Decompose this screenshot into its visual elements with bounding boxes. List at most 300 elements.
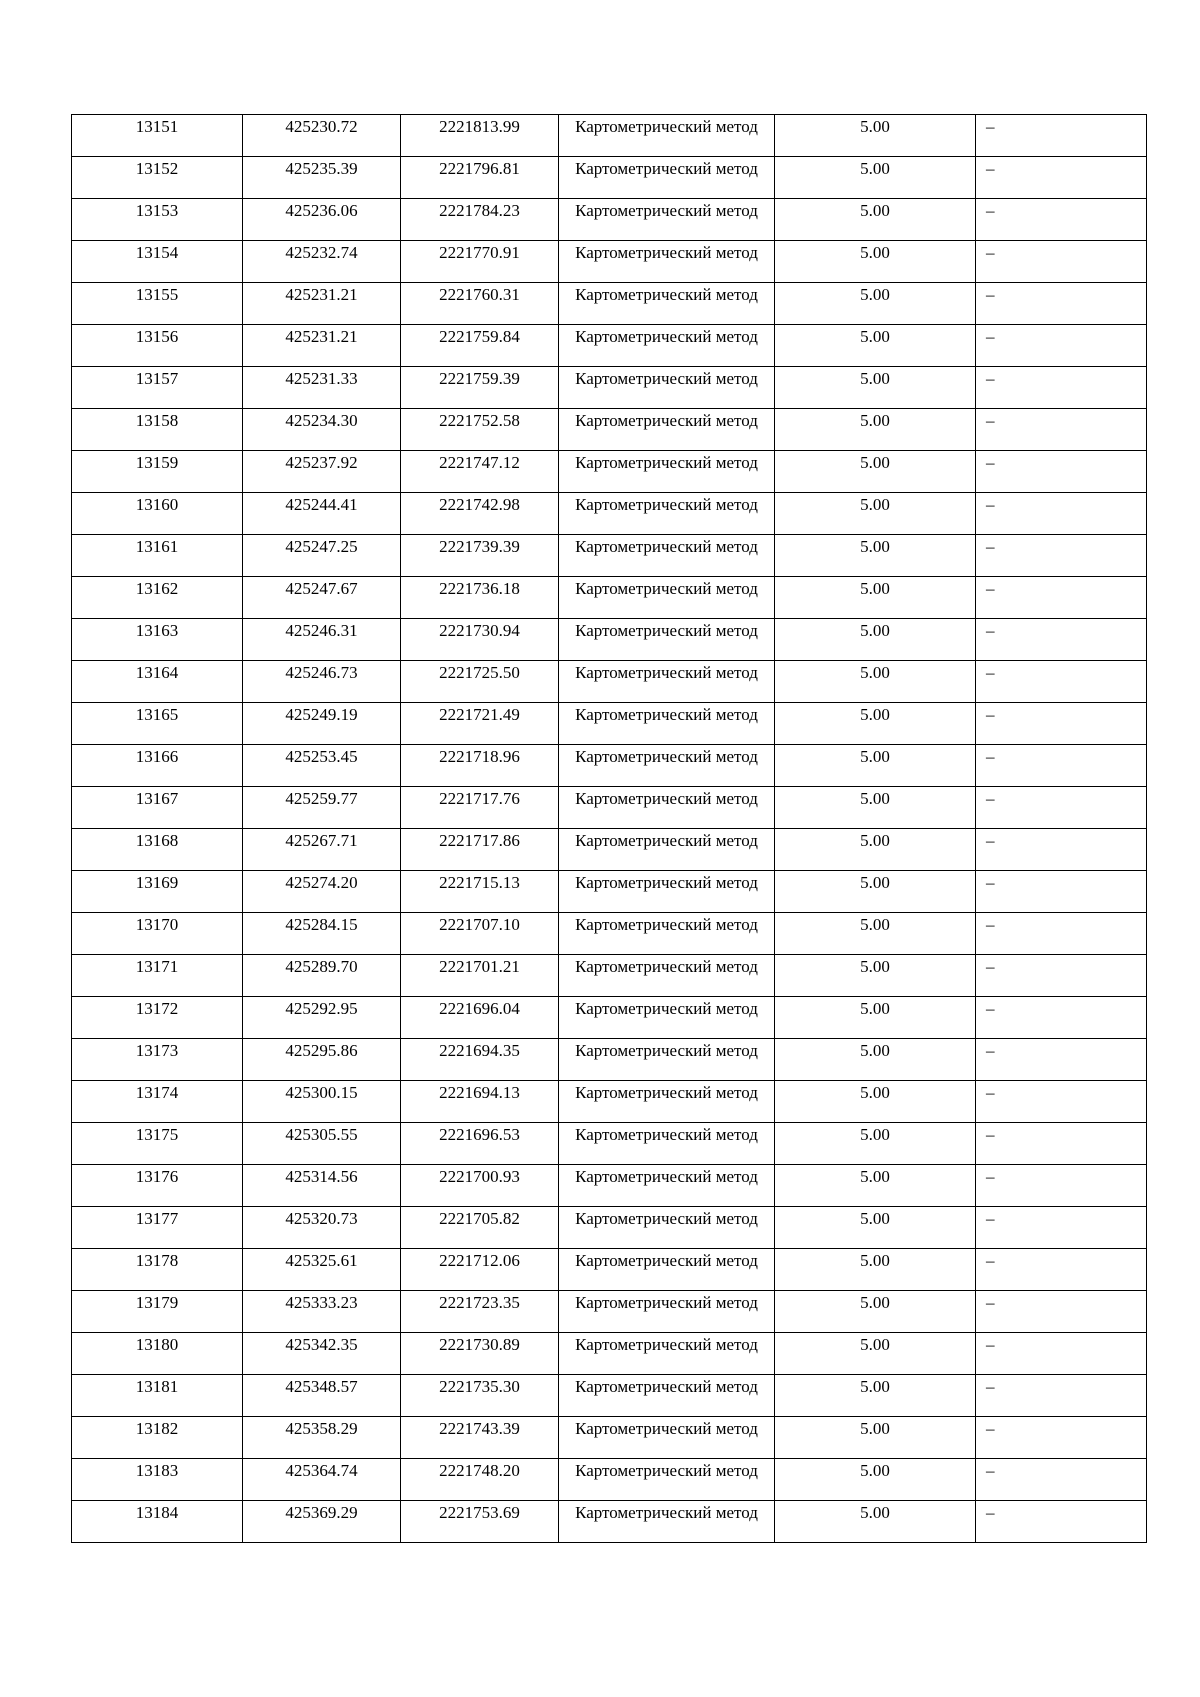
method-cell [559,619,775,661]
x-coordinate: 425231.21 [285,327,358,346]
x-coordinate-cell [243,1333,401,1375]
note-cell [976,241,1147,283]
point-number-cell [72,703,243,745]
method-cell [559,1375,775,1417]
accuracy: 5.00 [860,201,890,220]
y-coordinate-cell [401,1417,559,1459]
method: Картометрический метод [575,201,758,220]
method: Картометрический метод [575,1209,758,1228]
note: – [986,747,995,766]
point-number-cell [72,787,243,829]
note: – [986,1377,995,1396]
table-row [72,955,1147,997]
point-number: 13169 [135,873,179,892]
x-coordinate: 425325.61 [285,1251,358,1270]
point-number-cell [72,409,243,451]
note-cell [976,409,1147,451]
x-coordinate-cell [243,577,401,619]
y-coordinate-cell [401,157,559,199]
note: – [986,369,995,388]
point-number: 13152 [135,159,179,178]
note: – [986,1335,995,1354]
y-coordinate: 2221735.30 [439,1377,520,1396]
x-coordinate-cell [243,493,401,535]
note-cell [976,1375,1147,1417]
method: Картометрический метод [575,1335,758,1354]
note-cell [976,325,1147,367]
method: Картометрический метод [575,1167,758,1186]
y-coordinate: 2221736.18 [439,579,520,598]
x-coordinate: 425249.19 [285,705,358,724]
note-cell [976,745,1147,787]
accuracy-cell [775,1249,976,1291]
method-cell [559,1081,775,1123]
accuracy-cell [775,493,976,535]
accuracy-cell [775,367,976,409]
accuracy: 5.00 [860,999,890,1018]
x-coordinate-cell [243,787,401,829]
table-row [72,241,1147,283]
point-number-cell [72,1123,243,1165]
accuracy: 5.00 [860,1167,890,1186]
point-number-cell [72,997,243,1039]
table-row [72,1081,1147,1123]
accuracy: 5.00 [860,789,890,808]
method: Картометрический метод [575,1041,758,1060]
x-coordinate-cell [243,661,401,703]
accuracy-cell [775,1375,976,1417]
method-cell [559,787,775,829]
note: – [986,537,995,556]
point-number: 13171 [135,957,179,976]
point-number-cell [72,367,243,409]
y-coordinate-cell [401,493,559,535]
y-coordinate-cell [401,1249,559,1291]
point-number: 13173 [135,1041,179,1060]
note-cell [976,577,1147,619]
y-coordinate: 2221813.99 [439,117,520,136]
y-coordinate-cell [401,1459,559,1501]
point-number-cell [72,535,243,577]
note-cell [976,1459,1147,1501]
point-number: 13159 [135,453,179,472]
x-coordinate-cell [243,451,401,493]
y-coordinate: 2221723.35 [439,1293,520,1312]
point-number: 13180 [135,1335,179,1354]
point-number-cell [72,955,243,997]
y-coordinate: 2221752.58 [439,411,520,430]
method-cell [559,829,775,871]
y-coordinate-cell [401,199,559,241]
accuracy: 5.00 [860,537,890,556]
point-number: 13151 [135,117,179,136]
y-coordinate: 2221717.76 [439,789,520,808]
table-row [72,325,1147,367]
table-row [72,661,1147,703]
point-number-cell [72,325,243,367]
point-number: 13178 [135,1251,179,1270]
point-number-cell [72,115,243,157]
note: – [986,495,995,514]
accuracy: 5.00 [860,453,890,472]
y-coordinate-cell [401,955,559,997]
y-coordinate-cell [401,703,559,745]
table-row [72,1333,1147,1375]
method-cell [559,241,775,283]
accuracy: 5.00 [860,1419,890,1438]
accuracy-cell [775,325,976,367]
method-cell [559,325,775,367]
y-coordinate-cell [401,997,559,1039]
accuracy-cell [775,619,976,661]
point-number: 13183 [135,1461,179,1480]
note-cell [976,787,1147,829]
accuracy: 5.00 [860,495,890,514]
x-coordinate-cell [243,1459,401,1501]
method: Картометрический метод [575,117,758,136]
accuracy-cell [775,1459,976,1501]
x-coordinate: 425247.67 [285,579,358,598]
x-coordinate-cell [243,829,401,871]
table-row [72,535,1147,577]
y-coordinate: 2221696.53 [439,1125,520,1144]
accuracy: 5.00 [860,1251,890,1270]
method: Картометрический метод [575,285,758,304]
method: Картометрический метод [575,411,758,430]
accuracy-cell [775,661,976,703]
x-coordinate: 425295.86 [285,1041,358,1060]
method-cell [559,997,775,1039]
x-coordinate: 425342.35 [285,1335,358,1354]
y-coordinate: 2221718.96 [439,747,520,766]
accuracy: 5.00 [860,327,890,346]
x-coordinate: 425305.55 [285,1125,358,1144]
accuracy: 5.00 [860,159,890,178]
accuracy-cell [775,451,976,493]
accuracy: 5.00 [860,747,890,766]
accuracy-cell [775,787,976,829]
y-coordinate: 2221715.13 [439,873,520,892]
x-coordinate-cell [243,619,401,661]
method-cell [559,409,775,451]
note: – [986,117,995,136]
method-cell [559,871,775,913]
table-row [72,1501,1147,1543]
x-coordinate: 425231.33 [285,369,358,388]
method-cell [559,703,775,745]
accuracy-cell [775,955,976,997]
x-coordinate: 425246.73 [285,663,358,682]
point-number: 13172 [135,999,179,1018]
note: – [986,1083,995,1102]
method: Картометрический метод [575,831,758,850]
method: Картометрический метод [575,705,758,724]
method: Картометрический метод [575,1503,758,1522]
point-number: 13170 [135,915,179,934]
method: Картометрический метод [575,369,758,388]
note-cell [976,115,1147,157]
table-row [72,703,1147,745]
point-number-cell [72,1039,243,1081]
point-number-cell [72,1291,243,1333]
y-coordinate-cell [401,1207,559,1249]
point-number: 13176 [135,1167,179,1186]
y-coordinate-cell [401,283,559,325]
x-coordinate: 425274.20 [285,873,358,892]
point-number: 13164 [135,663,179,682]
point-number-cell [72,283,243,325]
y-coordinate: 2221696.04 [439,999,520,1018]
y-coordinate-cell [401,661,559,703]
method-cell [559,661,775,703]
accuracy-cell [775,913,976,955]
note-cell [976,451,1147,493]
method-cell [559,745,775,787]
x-coordinate-cell [243,955,401,997]
y-coordinate-cell [401,577,559,619]
note: – [986,1209,995,1228]
x-coordinate: 425247.25 [285,537,358,556]
x-coordinate-cell [243,1207,401,1249]
point-number: 13160 [135,495,179,514]
method: Картометрический метод [575,873,758,892]
note-cell [976,1207,1147,1249]
method: Картометрический метод [575,1251,758,1270]
note-cell [976,493,1147,535]
y-coordinate: 2221730.94 [439,621,520,640]
accuracy-cell [775,157,976,199]
point-number: 13161 [135,537,179,556]
method-cell [559,577,775,619]
accuracy: 5.00 [860,1209,890,1228]
accuracy: 5.00 [860,1083,890,1102]
accuracy: 5.00 [860,915,890,934]
x-coordinate: 425348.57 [285,1377,358,1396]
accuracy: 5.00 [860,705,890,724]
note: – [986,873,995,892]
note: – [986,1419,995,1438]
table-row [72,115,1147,157]
y-coordinate-cell [401,1039,559,1081]
point-number-cell [72,871,243,913]
note: – [986,1251,995,1270]
method-cell [559,955,775,997]
x-coordinate: 425364.74 [285,1461,358,1480]
y-coordinate: 2221694.13 [439,1083,520,1102]
note-cell [976,1123,1147,1165]
accuracy: 5.00 [860,117,890,136]
x-coordinate: 425320.73 [285,1209,358,1228]
x-coordinate: 425230.72 [285,117,358,136]
point-number-cell [72,745,243,787]
x-coordinate: 425236.06 [285,201,358,220]
note: – [986,159,995,178]
y-coordinate: 2221700.93 [439,1167,520,1186]
accuracy: 5.00 [860,621,890,640]
note-cell [976,871,1147,913]
point-number: 13166 [135,747,179,766]
point-number: 13158 [135,411,179,430]
point-number-cell [72,1459,243,1501]
table-row [72,619,1147,661]
x-coordinate-cell [243,283,401,325]
table-row [72,829,1147,871]
point-number: 13181 [135,1377,179,1396]
method-cell [559,1417,775,1459]
x-coordinate-cell [243,1039,401,1081]
table-row [72,1207,1147,1249]
point-number-cell [72,241,243,283]
method: Картометрический метод [575,1461,758,1480]
method: Картометрический метод [575,495,758,514]
table-row [72,493,1147,535]
x-coordinate-cell [243,745,401,787]
point-number-cell [72,829,243,871]
x-coordinate-cell [243,1249,401,1291]
accuracy: 5.00 [860,1125,890,1144]
method-cell [559,1165,775,1207]
x-coordinate-cell [243,1375,401,1417]
x-coordinate-cell [243,367,401,409]
y-coordinate: 2221721.49 [439,705,520,724]
x-coordinate-cell [243,115,401,157]
accuracy-cell [775,1123,976,1165]
accuracy-cell [775,871,976,913]
method: Картометрический метод [575,327,758,346]
point-number-cell [72,1501,243,1543]
note-cell [976,661,1147,703]
note: – [986,789,995,808]
x-coordinate: 425253.45 [285,747,358,766]
table-row [72,913,1147,955]
x-coordinate: 425231.21 [285,285,358,304]
note: – [986,957,995,976]
y-coordinate: 2221743.39 [439,1419,520,1438]
coordinates-table-body [72,115,1147,1543]
point-number-cell [72,1249,243,1291]
point-number: 13182 [135,1419,179,1438]
method: Картометрический метод [575,1377,758,1396]
y-coordinate: 2221725.50 [439,663,520,682]
method: Картометрический метод [575,663,758,682]
y-coordinate: 2221701.21 [439,957,520,976]
y-coordinate: 2221760.31 [439,285,520,304]
point-number-cell [72,157,243,199]
coordinates-table [71,114,1147,1543]
method-cell [559,283,775,325]
note: – [986,831,995,850]
y-coordinate: 2221748.20 [439,1461,520,1480]
accuracy: 5.00 [860,579,890,598]
note-cell [976,367,1147,409]
point-number: 13167 [135,789,179,808]
point-number: 13162 [135,579,179,598]
accuracy-cell [775,535,976,577]
point-number-cell [72,577,243,619]
accuracy-cell [775,1081,976,1123]
note-cell [976,1291,1147,1333]
table-row [72,1123,1147,1165]
y-coordinate-cell [401,367,559,409]
y-coordinate: 2221739.39 [439,537,520,556]
method: Картометрический метод [575,999,758,1018]
table-row [72,1375,1147,1417]
x-coordinate: 425237.92 [285,453,358,472]
point-number-cell [72,1081,243,1123]
y-coordinate: 2221712.06 [439,1251,520,1270]
note-cell [976,283,1147,325]
x-coordinate-cell [243,1123,401,1165]
x-coordinate: 425369.29 [285,1503,358,1522]
point-number: 13175 [135,1125,179,1144]
accuracy: 5.00 [860,1377,890,1396]
method-cell [559,451,775,493]
method-cell [559,1207,775,1249]
point-number: 13174 [135,1083,179,1102]
x-coordinate-cell [243,1417,401,1459]
note-cell [976,955,1147,997]
x-coordinate: 425267.71 [285,831,358,850]
note-cell [976,535,1147,577]
note: – [986,1125,995,1144]
accuracy: 5.00 [860,1293,890,1312]
point-number-cell [72,1165,243,1207]
x-coordinate: 425246.31 [285,621,358,640]
point-number-cell [72,1207,243,1249]
table-row [72,1291,1147,1333]
accuracy-cell [775,1039,976,1081]
y-coordinate-cell [401,325,559,367]
y-coordinate: 2221759.39 [439,369,520,388]
note-cell [976,829,1147,871]
accuracy: 5.00 [860,1335,890,1354]
accuracy-cell [775,577,976,619]
x-coordinate-cell [243,535,401,577]
table-row [72,367,1147,409]
accuracy-cell [775,241,976,283]
y-coordinate: 2221694.35 [439,1041,520,1060]
accuracy: 5.00 [860,1461,890,1480]
x-coordinate-cell [243,871,401,913]
x-coordinate-cell [243,1501,401,1543]
x-coordinate-cell [243,199,401,241]
note: – [986,1293,995,1312]
point-number-cell [72,661,243,703]
method-cell [559,367,775,409]
table-row [72,199,1147,241]
y-coordinate-cell [401,1291,559,1333]
accuracy-cell [775,829,976,871]
point-number: 13165 [135,705,179,724]
note: – [986,1461,995,1480]
table-row [72,1039,1147,1081]
note-cell [976,619,1147,661]
y-coordinate: 2221707.10 [439,915,520,934]
y-coordinate-cell [401,745,559,787]
note: – [986,453,995,472]
accuracy: 5.00 [860,1041,890,1060]
method-cell [559,1501,775,1543]
note: – [986,705,995,724]
accuracy-cell [775,1207,976,1249]
method: Картометрический метод [575,747,758,766]
note-cell [976,703,1147,745]
accuracy-cell [775,409,976,451]
y-coordinate: 2221717.86 [439,831,520,850]
method-cell [559,493,775,535]
accuracy-cell [775,1165,976,1207]
x-coordinate: 425244.41 [285,495,358,514]
